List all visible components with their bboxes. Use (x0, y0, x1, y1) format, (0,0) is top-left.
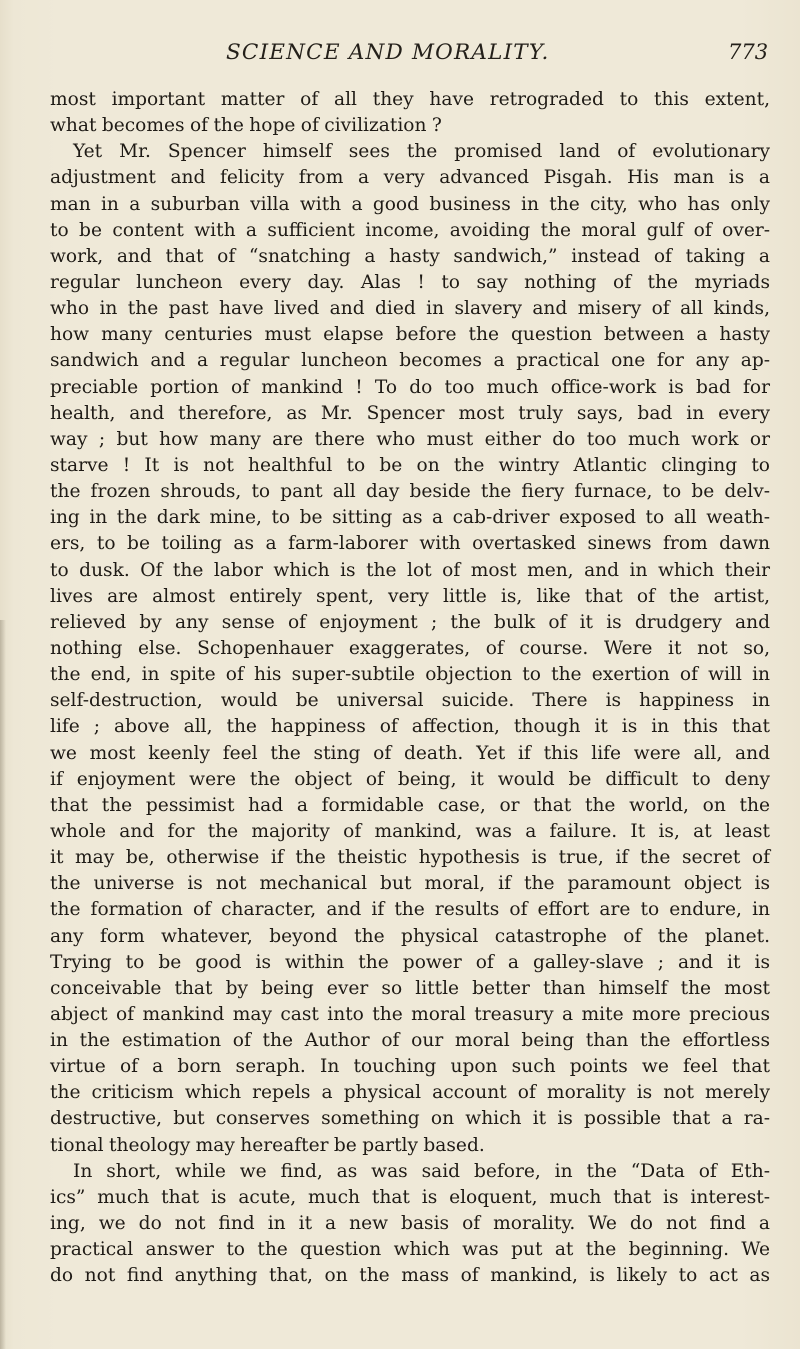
text-line: adjustment and felicity from a very advanced Pisgah. His man is a (50, 167, 770, 189)
text-line: ers, to be toiling as a farm-laborer with overtasked sinews from dawn (50, 533, 770, 555)
text-line: way ; but how many are there who must either do too much work or (50, 428, 770, 450)
text-line: practical answer to the question which was put at the beginning. We (50, 1239, 770, 1261)
text-line: lives are almost entirely spent, very little is, like that of the artist, (50, 585, 770, 607)
text-line: to be content with a sufficient income, avoiding the moral gulf of over- (50, 219, 770, 241)
text-line: starve ! It is not healthful to be on the wintry Atlantic clinging to (50, 454, 770, 476)
text-line: who in the past have lived and died in slavery and misery of all kinds, (50, 298, 770, 320)
text-line: whole and for the majority of mankind, was a failure. It is, at least (50, 820, 770, 842)
text-line: we most keenly feel the sting of death. Yet if this life were all, and (50, 742, 770, 764)
page-edge-shadow (0, 620, 6, 1349)
text-line: relieved by any sense of enjoyment ; the bulk of it is drudgery and (50, 611, 770, 633)
text-line: virtue of a born seraph. In touching upon such points we feel that (50, 1056, 770, 1078)
text-line: it may be, otherwise if the theistic hypothesis is true, if the secret of (50, 847, 770, 869)
text-line: health, and therefore, as Mr. Spencer most truly says, bad in every (50, 402, 770, 424)
running-head (0, 40, 800, 80)
body-text (50, 87, 770, 1289)
text-line: the formation of character, and if the results of effort are to endure, in (50, 899, 770, 921)
text-line: the end, in spite of his super-subtile objection to the exertion of will in (50, 664, 770, 686)
text-line: if enjoyment were the object of being, it would be difficult to deny (50, 768, 770, 790)
text-line: sandwich and a regular luncheon becomes a practical one for any ap- (50, 350, 770, 372)
text-line: the frozen shrouds, to pant all day beside the fiery furnace, to be delv- (50, 481, 770, 503)
text-line: abject of mankind may cast into the moral treasury a mite more precious (50, 1003, 770, 1025)
text-line: destructive, but conserves something on which it is possible that a ra- (50, 1108, 770, 1130)
text-line: the universe is not mechanical but moral, if the paramount object is (50, 873, 770, 895)
text-line: nothing else. Schopenhauer exaggerates, of course. Were it not so, (50, 637, 770, 659)
text-line: that the pessimist had a formidable case, or that the world, on the (50, 794, 770, 816)
text-line: ics” much that is acute, much that is eloquent, much that is interest- (50, 1186, 770, 1208)
text-line: work, and that of “snatching a hasty sandwich,” instead of taking a (50, 245, 770, 267)
text-line: In short, while we find, as was said before, in the “Data of Eth- (73, 1160, 770, 1182)
text-line: Trying to be good is within the power of a galley-slave ; and it is (50, 951, 770, 973)
text-line: do not find anything that, on the mass of mankind, is likely to act as (50, 1265, 770, 1287)
text-line: to dusk. Of the labor which is the lot of most men, and in which their (50, 559, 770, 581)
text-line: ing, we do not find in it a new basis of morality. We do not find a (50, 1213, 770, 1235)
text-line: what becomes of the hope of civilization ? (50, 115, 442, 137)
page-number: 773 (728, 40, 769, 64)
text-line: how many centuries must elapse before the question between a hasty (50, 324, 770, 346)
text-line: preciable portion of mankind ! To do too much office-work is bad for (50, 376, 770, 398)
text-line: conceivable that by being ever so little better than himself the most (50, 977, 770, 999)
text-line: in the estimation of the Author of our moral being than the effortless (50, 1030, 770, 1052)
text-line: tional theology may hereafter be partly based. (50, 1134, 485, 1156)
text-line: the criticism which repels a physical account of morality is not merely (50, 1082, 770, 1104)
text-line: Yet Mr. Spencer himself sees the promised land of evolutionary (73, 141, 770, 163)
running-title: SCIENCE AND MORALITY. (226, 40, 550, 65)
text-line: ing in the dark mine, to be sitting as a cab-driver exposed to all weath- (50, 507, 770, 529)
text-line: self-destruction, would be universal suicide. There is happiness in (50, 690, 770, 712)
text-line: most important matter of all they have retrograded to this extent, (50, 89, 770, 110)
text-line: man in a suburban villa with a good business in the city, who has only (50, 193, 770, 215)
text-line: life ; above all, the happiness of affection, though it is in this that (50, 716, 770, 738)
text-line: any form whatever, beyond the physical catastrophe of the planet. (50, 925, 770, 947)
text-line: regular luncheon every day. Alas ! to say nothing of the myriads (50, 271, 770, 293)
